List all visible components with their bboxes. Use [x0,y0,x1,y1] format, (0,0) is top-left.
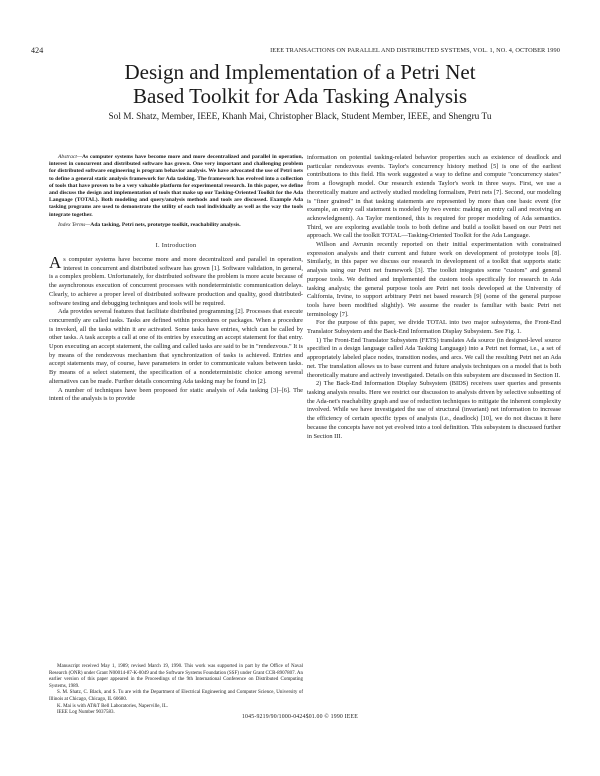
index-terms-text: Ada tasking, Petri nets, prototype toolkit, reachability analysis. [90,221,241,228]
left-column [49,154,303,404]
right-paragraph-3: For the purpose of this paper, we divide TOTAL into two major subsystems, the Front-End Translator Subsystem and the Back-End Information Display Subsystem. See Fig. 1. [307,319,561,336]
footnote-log: IEEE Log Number 9037583. [57,710,115,716]
right-column [307,154,561,441]
page-number: 424 [31,46,44,55]
footnote-manuscript: Manuscript received May 1, 1989; revised March 19, 1990. This work was supported in part by the Office of Naval Research (ONR) under Grant N00014-87-K-0049 and the Software Systems Foundation (SSF) under Grant CCR-8907807. An earlier version of this paper appeared in the Proceedings of the 9th International Conference on Distributed Computing Systems, 1989. [49,664,303,689]
footnote-affiliation: S. M. Shatz, C. Black, and S. Tu are with the Department of Electrical Engineering and Computer Science, University of Illinois at Chicago, Chicago, IL 60680. [49,690,303,702]
right-paragraph-bids: 2) The Back-End Information Display Subsystem (BIDS) receives user queries and presents tasking analysis results. Here we restrict our discussion to analysis driven by selective subsetting of the Ada-net's reachability graph and use of reduction techniques to mitigate the inherent complexity involved. While we have investigated the use of structural (invariant) net information to increase the efficiency of certain specific types of analysis (i.e., deadlock) [10], we do not discuss it here because the concepts have not yet evolved into a tool definition. This subsystem is discussed further in Section III. [307,380,561,440]
copyright-code: 1045-9219/90/1000-0424$01.00 © 1990 IEEE [241,714,359,720]
intro-paragraph-3: A number of techniques have been proposed for static analysis of Ada tasking [3]–[6]. The intent of the analysis is to provide [49,386,303,403]
index-terms [49,222,303,229]
journal-header: IEEE TRANSACTIONS ON PARALLEL AND DISTRIBUTED SYSTEMS, VOL. 1, NO. 4, OCTOBER 1990 [270,47,560,54]
abstract-text: As computer systems have become more and more decentralized and parallel in operation, interest in concurrent and distributed software has grown. One very important and challenging problem for distributed software engineering is program behavior analysis. We have advocated the use of Petri nets to define a general static analysis framework for Ada tasking. The framework has evolved into a collection of tools that have proven to be a very valuable platform for experimental research. In this paper, we define and discuss the design and implementation of tools that make up our Tasking-Oriented Toolkit for the Ada Language (TOTAL). Both modeling and query/analysis methods and tools are discussed. Example Ada tasking programs are used to demonstrate the utility of each tool individually as well as the way the tools integrate together. [49,154,303,218]
title-line-1: Design and Implementation of a Petri Net [124,60,476,84]
right-paragraph-1: information on potential tasking-related behavior properties such as existence of deadlock and particular rendezvous events. Taylor's concurrency history method [5] is one of the earliest contributions to this field. His work suggested a way to define and compute "concurrency states" from a flowgraph model. Our research extends Taylor's work in three ways. First, we use a theoretically mature and actively studied modeling formalism, Petri nets [7]. Second, our modeling is "finer grained" in that tasking statements are represented by more than one basic event (for example, an entry call statement is modeled by two events: making an entry call and receiving an acknowledgment). As Taylor mentioned, this is required for proper modeling of Ada semantics. Third, we are exploring available tools to both define and build a toolkit based on our Petri net approach. We call the toolkit TOTAL—Tasking-Oriented Toolkit for the Ada Language. [307,154,561,240]
section-heading-introduction: I. Introduction [155,242,197,250]
intro-paragraph-2: Ada provides several features that facilitate distributed programming [2]. Processes that execute concurrently are called tasks. Tasks are defined within procedures or packages. When a procedure is invoked, all the tasks within it are activated. Some tasks have entries, which can be called by other tasks. A task accepts a call at one of its entries by executing an accept statement for that entry. Upon executing an accept statement, the calling and called tasks are said to be in "rendezvous." It is by means of the rendezvous mechanism that synchronization of tasks is achieved. Entries and accept statements may, of course, have parameters in order to communicate values between tasks. By means of a select statement, the specification of a nondeterministic choice among several alternatives can be made. Further details concerning Ada tasking may be found in [2]. [49,308,303,385]
footnote-mai: K. Mai is with AT&T Bell Laboratories, Naperville, IL. [57,703,168,709]
right-paragraph-fets: 1) The Front-End Translator Subsystem (FETS) translates Ada source (in designed-level source specified in a design language called Ada Tasking Language) into a Petri net format, i.e., a set of appropriately labeled place nodes, transition nodes, and arcs. We call the resulting Petri net an Ada net. The translation allows us to base current and future analysis techniques on a model that is both theoretically mature and actively investigated. Details on this subsystem are discussed in Section II. [307,336,561,379]
paper-title [40,60,560,108]
abstract [49,154,303,219]
right-paragraph-2: Willson and Avrunin recently reported on their initial experimentation with constrained expression analysis and their current and future work on development of prototype tools [8]. Similarly, in this paper we discuss our research in development of a toolkit that supports static analysis using our Petri net framework [3]. The toolkit integrates some "custom" and general purpose tools. We defined and implemented the custom tools specifically for research in Ada tasking analysis; the general purpose tools are Petri net tools developed at the University of California, Irvine, to support arbitrary Petri net based research [9] (some of the general purpose tools have been modified slightly). We assume the reader is familiar with basic Petri net terminology [7]. [307,241,561,318]
intro-paragraph-1: As computer systems have become more and more decentralized and parallel in operation, interest in concurrent and distributed software has grown [1]. Software validation, in general, is a complex problem. Unfortunately, for distributed software the problem is more acute because of the asynchronous execution of concurrent processes with nondeterministic communication delays. Clearly, to achieve a proper level of distributed software production and quality, good distributed-software testing and debugging techniques and tools will be required. [49,253,303,307]
author-line: Sol M. Shatz, Member, IEEE, Khanh Mai, Christopher Black, Student Member, IEEE, and Shengru Tu [108,112,492,122]
footnote-block [49,664,303,717]
index-terms-label: Index Terms— [58,221,91,228]
title-line-2: Based Toolkit for Ada Tasking Analysis [132,84,468,108]
abstract-label: Abstract— [58,154,82,160]
